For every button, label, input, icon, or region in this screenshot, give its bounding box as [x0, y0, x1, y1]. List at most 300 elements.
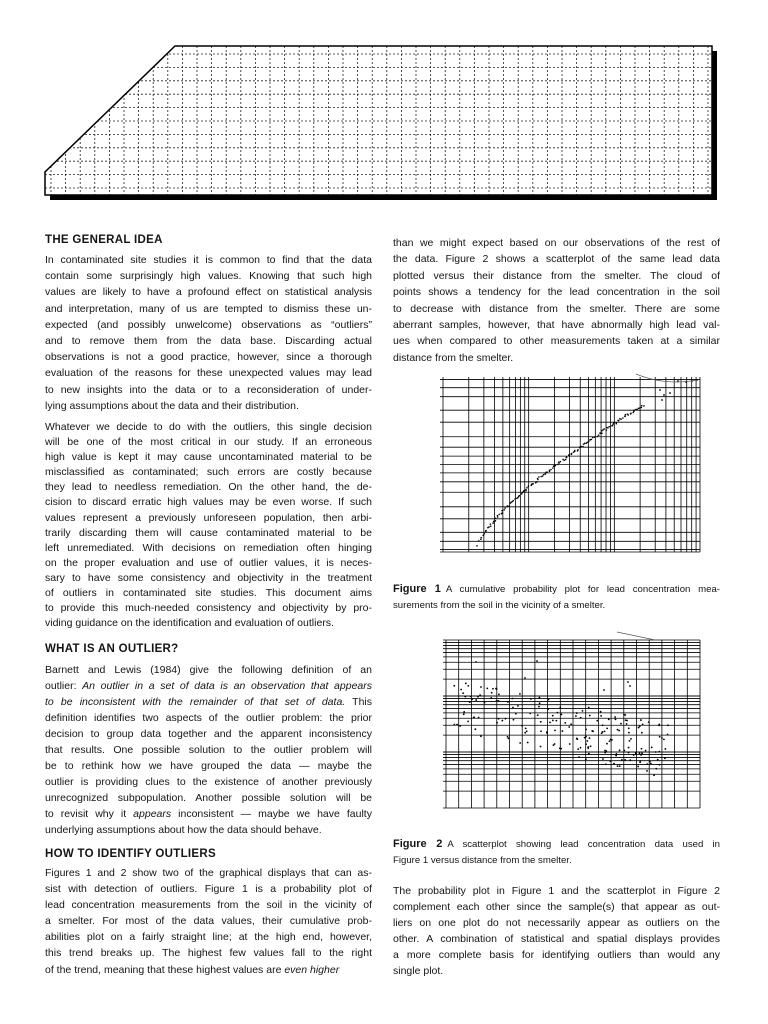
fig2-data-point	[524, 732, 526, 734]
fig1-data-point	[632, 412, 634, 414]
fig1-data-point	[625, 414, 627, 416]
fig1-data-point	[558, 462, 560, 464]
fig2-data-point	[555, 720, 557, 722]
fig1-data-point	[571, 453, 573, 455]
fig2-outlier-point	[627, 681, 629, 683]
text-line: they lead to needless remediation. On the other hand, the de-	[45, 481, 372, 494]
fig1-data-point	[587, 441, 589, 443]
fig1-data-point	[532, 483, 534, 485]
text-line	[45, 726, 372, 742]
fig1-outlier-point	[661, 399, 663, 401]
fig1-data-point	[512, 500, 514, 502]
fig2-outlier-point	[629, 685, 631, 687]
fig2-data-point	[501, 720, 503, 722]
caption-line: surements from the soil in the vicinity of a smelter.	[393, 600, 606, 611]
fig2-data-point	[588, 707, 590, 709]
fig1-data-point	[580, 446, 582, 448]
fig1-outlier-point	[669, 392, 671, 394]
fig2-data-point	[615, 755, 617, 757]
fig1-data-point	[636, 408, 638, 410]
fig1-data-point	[635, 409, 637, 411]
fig2-data-point	[554, 743, 556, 745]
fig1-data-point	[518, 496, 520, 498]
fig1-data-point	[522, 491, 524, 493]
fig2-data-point	[521, 708, 523, 710]
fig1-data-point	[574, 451, 576, 453]
fig1-data-point	[568, 455, 570, 457]
text-line: Whatever we decide to do with the outliers, this single decision	[45, 421, 372, 433]
text-line: aberrant samples, however, that have abnormally high lead val-	[393, 319, 720, 332]
fig2-data-point	[646, 763, 648, 765]
fig2-data-point	[486, 687, 488, 689]
fig2-data-point	[459, 725, 461, 727]
fig1-data-point	[501, 512, 503, 514]
fig2-data-point	[657, 759, 659, 761]
fig2-data-point	[478, 717, 480, 719]
fig2-data-point	[600, 715, 602, 717]
fig2-data-point	[561, 714, 563, 716]
fig1-data-point	[638, 407, 640, 409]
paragraph-conclusion	[393, 883, 720, 979]
fig2-data-point	[539, 697, 541, 699]
fig1-outlier-point	[659, 389, 661, 391]
fig1-data-point	[526, 487, 528, 489]
fig2-data-point	[513, 719, 515, 721]
fig2-data-point	[512, 707, 514, 709]
fig2-data-point	[639, 760, 641, 762]
fig1-data-point	[562, 459, 564, 461]
fig2-data-point	[475, 699, 477, 701]
fig2-data-point	[617, 729, 619, 731]
fig2-data-point	[578, 756, 580, 758]
text-line: observations is not a good practice, however, since a thorough	[45, 351, 372, 364]
text-line: trarily discarding them will cause contaminated material to be	[45, 526, 372, 539]
fig2-data-point	[474, 728, 476, 730]
fig2-data-point	[495, 688, 497, 690]
text-line: complement each other since the sample(s) that appear as out-	[393, 901, 720, 913]
fig2-data-point	[604, 752, 606, 754]
fig2-data-point	[496, 700, 498, 702]
text-line: other. A combination of statistical and spatial displays provides	[393, 933, 720, 945]
fig2-data-point	[484, 702, 486, 704]
fig2-data-point	[591, 730, 593, 732]
text-line: evaluation of the reasons for these unexpected values may lead	[45, 367, 372, 380]
fig2-data-point	[480, 686, 482, 688]
fig1-data-point	[591, 439, 593, 441]
text-line: to decrease with distance from the smelter. There are some	[393, 302, 720, 315]
text-segment: of the trend, meaning that these highest values are	[45, 963, 285, 976]
fig1-data-point	[545, 471, 547, 473]
fig2-data-point	[580, 717, 582, 719]
fig1-data-point	[580, 446, 582, 448]
text-line: points shows a tendency for the lead concentration in the soil	[393, 286, 720, 299]
fig2-data-point	[592, 730, 594, 732]
fig2-data-point	[557, 712, 559, 714]
banner-grid	[45, 46, 712, 195]
fig1-data-point	[542, 475, 544, 477]
fig2-data-point	[635, 752, 637, 754]
fig2-data-point	[463, 713, 465, 715]
fig1-data-point	[618, 420, 620, 422]
text-line	[45, 929, 372, 945]
fig2-data-point	[537, 714, 539, 716]
fig2-data-point	[460, 689, 462, 691]
fig1-data-point	[514, 498, 516, 500]
fig1-data-point	[582, 446, 584, 448]
fig2-data-point	[469, 701, 471, 703]
text-line	[45, 694, 372, 710]
fig2-data-point	[605, 763, 607, 765]
fig1-data-point	[627, 413, 629, 415]
fig1-data-point	[613, 422, 615, 424]
heading-how-to-identify: HOW TO IDENTIFY OUTLIERS	[45, 848, 216, 860]
fig2-data-point	[473, 716, 475, 718]
fig2-data-point	[639, 761, 641, 763]
fig2-data-point	[618, 730, 620, 732]
fig1-data-point	[601, 430, 603, 432]
fig2-data-point	[667, 734, 669, 736]
fig2-data-point	[655, 751, 657, 753]
text-line: and to remove them from the data base. Discarding actual	[45, 335, 372, 348]
fig2-data-point	[540, 721, 542, 723]
text-segment: Figures 1 and 2 show two of the graphical displays that can as-	[45, 867, 372, 879]
fig1-data-point	[617, 420, 619, 422]
fig1-data-point	[622, 417, 624, 419]
text-segment: unrecognized subpopulation. Another possible solution will be	[45, 792, 372, 804]
text-line	[45, 774, 372, 790]
fig1-data-point	[532, 483, 534, 485]
fig1-data-point	[639, 407, 641, 409]
fig1-outlier-annotation	[636, 374, 698, 382]
text-line	[45, 742, 372, 758]
fig2-data-point	[589, 737, 591, 739]
fig1-data-point	[597, 436, 599, 438]
fig2-data-point	[626, 723, 628, 725]
fig1-data-point	[523, 490, 525, 492]
fig1-data-point	[480, 538, 482, 540]
fig1-data-point	[607, 427, 609, 429]
fig2-outlier-annotation	[617, 632, 655, 640]
fig2-data-point	[585, 743, 587, 745]
fig2-data-point	[575, 715, 577, 717]
text-line	[45, 758, 372, 774]
fig1-data-point	[537, 478, 539, 480]
banner-shadow	[50, 51, 717, 200]
fig1-data-point	[519, 495, 521, 497]
fig1-data-point	[583, 443, 585, 445]
text-line: and interpretation, many of us are tempted to dismiss these un-	[45, 302, 372, 315]
fig2-data-point	[667, 724, 669, 726]
fig1-data-point	[488, 526, 490, 528]
fig2-outlier-point	[603, 689, 605, 691]
fig1-data-point	[600, 433, 602, 435]
fig1-data-point	[507, 506, 509, 508]
fig1-data-point	[495, 518, 497, 520]
fig1-data-point	[616, 423, 618, 425]
italic-text: even higher	[284, 963, 340, 976]
fig1-data-point	[497, 515, 499, 517]
fig2-data-point	[496, 688, 498, 690]
figure-1-caption	[393, 581, 720, 614]
fig2-data-point	[568, 726, 570, 728]
figure-2-label: Figure 2	[393, 838, 443, 850]
text-line: liers on one plot do not necessarily appear as outliers on the	[393, 917, 720, 929]
fig1-data-point	[480, 537, 482, 539]
fig1-data-point	[503, 509, 505, 511]
fig2-data-point	[491, 692, 493, 694]
text-line	[45, 881, 372, 897]
text-line: high value is kept it may cause uncontaminated material to be	[45, 451, 372, 464]
fig1-data-point	[571, 454, 573, 456]
fig1-data-point	[549, 470, 551, 472]
fig1-data-point	[592, 437, 594, 439]
fig2-data-point	[498, 693, 500, 695]
fig2-data-point	[619, 749, 621, 751]
fig1-data-point	[574, 450, 576, 452]
text-line	[45, 790, 372, 806]
text-line	[45, 945, 372, 961]
fig2-data-point	[554, 730, 556, 732]
fig2-data-point	[585, 758, 587, 760]
fig2-data-point	[628, 727, 630, 729]
fig2-data-point	[576, 712, 578, 714]
fig1-data-point	[624, 416, 626, 418]
fig1-data-point	[606, 427, 608, 429]
fig2-data-point	[641, 732, 643, 734]
fig2-outlier-point	[536, 660, 538, 662]
fig1-data-point	[612, 425, 614, 427]
text-segment: decision to group data together and the apparent inconsistency	[45, 728, 372, 740]
fig1-data-point	[643, 405, 645, 407]
fig1-data-point	[633, 410, 635, 412]
fig2-data-point	[453, 685, 455, 687]
fig2-data-point	[638, 727, 640, 729]
fig2-data-point	[625, 719, 627, 721]
fig2-data-point	[606, 743, 608, 745]
fig1-outlier-point	[696, 379, 698, 381]
text-line: cision to discard erratic high values may be even worse. If such	[45, 496, 372, 509]
fig2-data-point	[517, 705, 519, 707]
text-line	[45, 897, 372, 913]
fig1-data-point	[536, 481, 538, 483]
fig2-data-point	[609, 740, 611, 742]
fig1-data-point	[558, 461, 560, 463]
fig2-data-point	[604, 750, 606, 752]
fig2-data-point	[586, 740, 588, 742]
fig2-data-point	[628, 732, 630, 734]
fig1-data-point	[566, 457, 568, 459]
fig2-data-point	[473, 717, 475, 719]
fig2-data-point	[527, 742, 529, 744]
fig2-data-point	[645, 750, 647, 752]
fig2-data-point	[559, 747, 561, 749]
fig2-data-point	[561, 730, 563, 732]
text-line: will be one of the most critical in our study. If an erroneous	[45, 436, 372, 449]
fig2-data-point	[515, 713, 517, 715]
fig1-data-point	[615, 422, 617, 424]
fig1-data-point	[577, 449, 579, 451]
fig2-data-point	[546, 731, 548, 733]
fig2-data-point	[507, 736, 509, 738]
fig1-data-point	[516, 498, 518, 500]
fig2-data-point	[548, 699, 550, 701]
fig2-data-point	[601, 732, 603, 734]
banner-border	[45, 46, 712, 195]
fig1-data-point	[482, 535, 484, 537]
fig2-data-point	[463, 711, 465, 713]
fig1-data-point	[634, 409, 636, 411]
text-line: expected (and possibly unwelcome) observations as “outliers”	[45, 318, 372, 331]
fig2-data-point	[525, 727, 527, 729]
fig1-data-point	[611, 425, 613, 427]
fig2-data-point	[629, 759, 631, 761]
fig2-data-point	[623, 750, 625, 752]
fig1-outlier-point	[685, 381, 687, 383]
fig2-data-point	[576, 738, 578, 740]
fig1-data-point	[485, 530, 487, 532]
text-line: ues when compared to other measurements taken at a similar	[393, 335, 720, 348]
fig2-data-point	[576, 738, 578, 740]
text-line: sary to have some consistency and objectivity in the treatment	[45, 571, 372, 584]
fig2-data-point	[585, 728, 587, 730]
fig1-data-point	[630, 413, 632, 415]
fig2-data-point	[547, 708, 549, 710]
fig2-data-point	[453, 724, 455, 726]
fig1-data-point	[476, 545, 478, 547]
fig2-data-point	[546, 732, 548, 734]
paragraph-general-idea-1	[45, 252, 372, 414]
fig1-data-point	[584, 442, 586, 444]
fig1-data-point	[549, 470, 551, 472]
fig2-data-point	[608, 718, 610, 720]
fig1-data-point	[490, 523, 492, 525]
fig2-data-point	[624, 714, 626, 716]
fig2-data-point	[664, 748, 666, 750]
fig1-data-point	[589, 439, 591, 441]
text-line	[45, 710, 372, 726]
fig1-data-point	[485, 530, 487, 532]
fig1-data-point	[511, 501, 513, 503]
fig1-data-point	[552, 467, 554, 469]
fig2-data-point	[649, 761, 651, 763]
fig2-data-point	[624, 759, 626, 761]
figure-1-label: Figure 1	[393, 583, 441, 595]
fig2-data-point	[505, 718, 507, 720]
fig1-data-point	[504, 507, 506, 509]
fig1-data-point	[619, 418, 621, 420]
fig2-data-point	[609, 760, 611, 762]
text-line: to provide this much-needed consistency and objectivity by pro-	[45, 602, 372, 615]
fig2-data-point	[559, 707, 561, 709]
fig1-data-point	[484, 533, 486, 535]
fig2-data-point	[619, 765, 621, 767]
text-line: the data. Figure 2 shows a scatterplot of the same lead data	[393, 253, 720, 266]
fig1-data-point	[577, 450, 579, 452]
fig1-data-point	[612, 423, 614, 425]
fig2-data-point	[560, 748, 562, 750]
fig1-data-point	[606, 429, 608, 431]
text-line: left unremediated. With decisions on remediation often hinging	[45, 541, 372, 554]
fig2-data-point	[582, 710, 584, 712]
fig1-data-point	[487, 527, 489, 529]
fig1-data-point	[603, 428, 605, 430]
fig2-data-point	[639, 752, 641, 754]
fig2-data-point	[658, 764, 660, 766]
fig2-data-point	[629, 740, 631, 742]
text-line: a more complete basis for identifying outliers than would any	[393, 949, 720, 961]
text-segment: this trend breaks up. The highest few values fall to the right	[45, 947, 372, 960]
fig2-data-point	[661, 737, 663, 739]
fig2-outlier-point	[475, 661, 477, 663]
fig2-data-point	[471, 698, 473, 700]
text-segment: to revisit why it	[45, 808, 134, 820]
fig1-data-point	[517, 497, 519, 499]
fig1-data-point	[546, 471, 548, 473]
text-line: than we might expect based on our observations of the rest of	[393, 237, 720, 249]
fig2-data-point	[498, 700, 500, 702]
fig2-data-point	[587, 746, 589, 748]
fig1-outlier-point	[677, 380, 679, 382]
fig1-data-point	[553, 465, 555, 467]
caption-line: Figure 1 versus distance from the smelter.	[393, 855, 572, 866]
text-line	[45, 678, 372, 694]
text-segment: be to rethink how we have grouped the data — maybe the	[45, 760, 372, 772]
fig1-data-point	[530, 485, 532, 487]
fig2-data-point	[553, 744, 555, 746]
fig2-data-point	[611, 739, 613, 741]
text-segment: that results. One possible solution to the outlier problem will	[45, 744, 372, 756]
paragraph-continuation	[393, 235, 720, 366]
text-line: misclassified as contaminated; such errors are costly because	[45, 466, 372, 479]
text-line: of outliers in contaminated site studies. This document aims	[45, 587, 372, 600]
fig1-data-point	[608, 426, 610, 428]
fig2-data-point	[610, 738, 612, 740]
fig1-data-point	[573, 451, 575, 453]
fig2-data-point	[540, 730, 542, 732]
fig2-data-point	[470, 695, 472, 697]
italic-text: appears	[133, 808, 172, 820]
fig2-data-point	[552, 720, 554, 722]
fig2-data-point	[602, 731, 604, 733]
fig2-data-point	[462, 692, 464, 694]
text-line	[45, 806, 372, 822]
text-segment: underlying assumptions about how the data should behave.	[45, 824, 322, 836]
italic-text: An outlier in a set of data is an observation that appears	[82, 680, 372, 692]
fig2-data-point	[659, 736, 661, 738]
text-line: to new insights into the data or to a reconsideration of under-	[45, 383, 372, 396]
text-line: single plot.	[393, 965, 444, 977]
fig2-data-point	[519, 693, 521, 695]
fig1-data-point	[566, 457, 568, 459]
fig1-data-point	[490, 525, 492, 527]
fig1-data-point	[579, 447, 581, 449]
fig2-data-point	[653, 774, 655, 776]
fig1-outlier-point	[663, 394, 665, 396]
text-line: viding guidance on the identification and evaluation of outliers.	[45, 617, 334, 630]
text-segment: abilities plot on a fairly straight line; at the high end, however,	[45, 931, 372, 944]
fig1-data-point	[599, 432, 601, 434]
fig1-data-point	[554, 465, 556, 467]
fig1-data-point	[531, 483, 533, 485]
fig1-data-point	[601, 432, 603, 434]
fig1-data-point	[602, 429, 604, 431]
fig1-data-point	[501, 513, 503, 515]
fig2-data-point	[606, 727, 608, 729]
text-line: values are likely to have a profound effect on statistical analysis	[45, 286, 372, 299]
fig2-data-point	[664, 757, 666, 759]
text-segment: a smelter. For most of the data values, their cumulative prob-	[45, 915, 372, 928]
fig2-data-point	[508, 737, 510, 739]
